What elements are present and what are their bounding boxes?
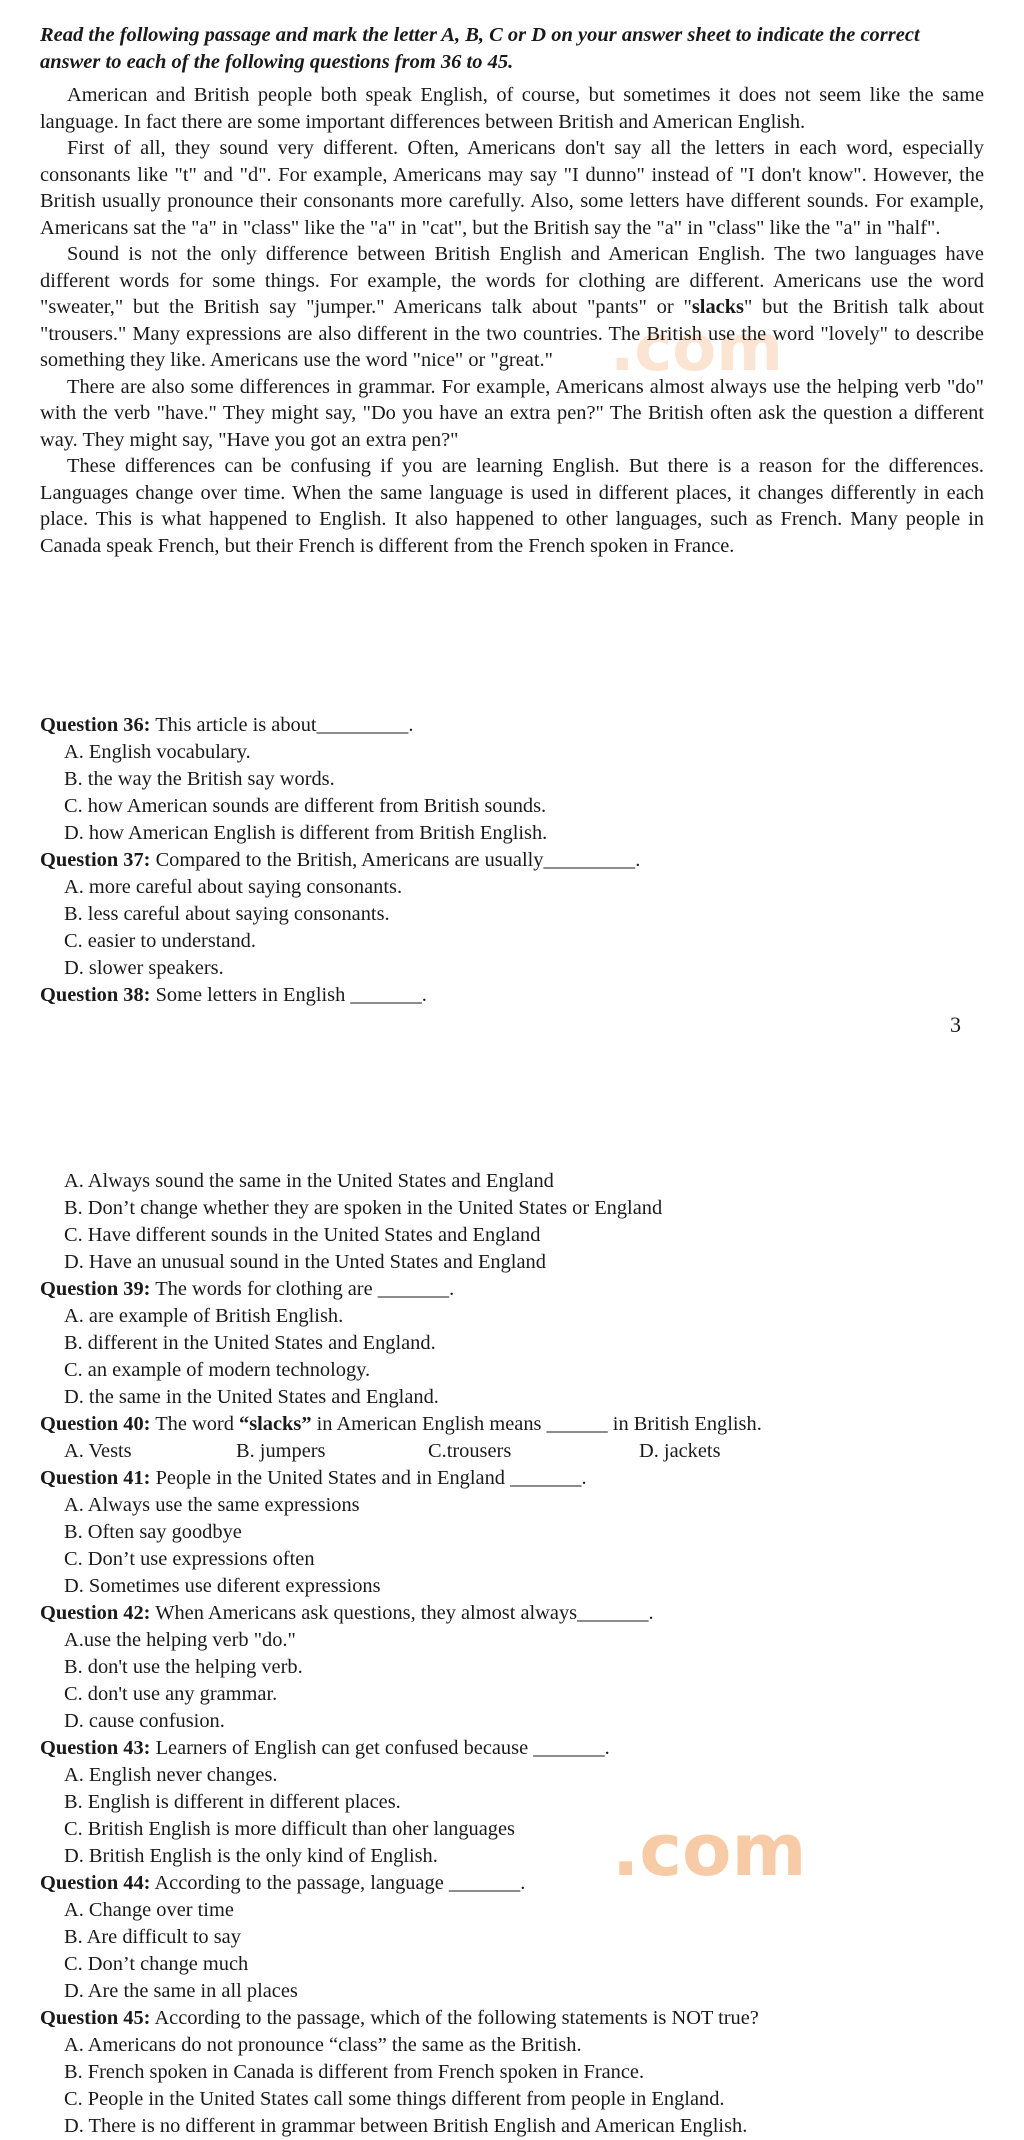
question-41 (40, 1465, 984, 1600)
question-37 (40, 847, 984, 982)
passage-paragraph-5: These differences can be confusing if you are learning English. But there is a reason for the differences. Languages change over time. When the same language is used in different places, it changes differently in each place. This is what happened to English. It also happened to other languages, such as French. Many people in Canada speak French, but their French is different from the French spoken in France. (40, 455, 984, 557)
option-a[interactable]: A. English vocabulary. (64, 741, 251, 763)
option-d[interactable]: D. There is no different in grammar between British English and American English. (64, 2115, 748, 2137)
question-number: Question 40: (40, 1413, 151, 1435)
option-a[interactable]: A. English never changes. (64, 1764, 278, 1786)
option-c[interactable]: C. an example of modern technology. (64, 1359, 371, 1381)
question-stem: The words for clothing are _______. (155, 1278, 455, 1300)
option-a[interactable]: A.use the helping verb "do." (64, 1629, 296, 1651)
question-45 (40, 2005, 984, 2140)
passage-paragraph-2: First of all, they sound very different. Often, Americans don't say all the letters in each word, especially consonants like "t" and "d". For example, Americans may say "I dunno" instead of "I don't know". However, the British usually pronounce their consonants more carefully. Also, some letters have different sounds. For example, Americans sat the "a" in "class" like the "a" in "cat", but the British say the "a" in "class" like the "a" in "half". (40, 137, 984, 239)
option-d[interactable]: D. Sometimes use diferent expressions (64, 1575, 381, 1597)
question-stem-keyword: “slacks” (239, 1413, 312, 1435)
option-a[interactable]: A. Always use the same expressions (64, 1494, 360, 1516)
option-c[interactable]: C.trousers (428, 1440, 512, 1462)
option-d[interactable]: D. the same in the United States and England. (64, 1386, 439, 1408)
option-a[interactable]: A. more careful about saying consonants. (64, 876, 403, 898)
option-b[interactable]: B. English is different in different places. (64, 1791, 401, 1813)
question-stem: Learners of English can get confused because _______. (155, 1737, 610, 1759)
option-b[interactable]: B. jumpers (236, 1440, 326, 1462)
passage-paragraph-1: American and British people both speak English, of course, but sometimes it does not seem like the same language. In fact there are some important differences between British and American English. (40, 84, 984, 133)
option-b[interactable]: B. Don’t change whether they are spoken in the United States or England (64, 1197, 663, 1219)
question-stem: People in the United States and in England _______. (155, 1467, 587, 1489)
question-stem-post: in American English means ______ in British English. (311, 1413, 762, 1435)
watermark-top: .com (610, 312, 783, 386)
question-number: Question 42: (40, 1602, 151, 1624)
option-d[interactable]: D. jackets (639, 1440, 721, 1462)
question-stem: Some letters in English _______. (155, 984, 427, 1006)
option-d[interactable]: D. Have an unusual sound in the Unted States and England (64, 1251, 546, 1273)
question-stem: When Americans ask questions, they almost always_______. (155, 1602, 654, 1624)
option-d[interactable]: D. Are the same in all places (64, 1980, 298, 2002)
watermark-bottom: .com (612, 1808, 807, 1892)
option-a[interactable]: A. are example of British English. (64, 1305, 344, 1327)
question-number: Question 45: (40, 2007, 151, 2029)
question-stem: According to the passage, language _______. (154, 1872, 526, 1894)
option-d[interactable]: D. cause confusion. (64, 1710, 225, 1732)
option-a[interactable]: A. Americans do not pronounce “class” the same as the British. (64, 2034, 582, 2056)
option-a[interactable]: A. Change over time (64, 1899, 234, 1921)
option-a[interactable]: A. Always sound the same in the United States and England (64, 1170, 554, 1192)
question-stem-pre: The word (155, 1413, 240, 1435)
option-d[interactable]: D. British English is the only kind of English. (64, 1845, 438, 1867)
question-44 (40, 1870, 984, 2005)
option-b[interactable]: B. different in the United States and England. (64, 1332, 436, 1354)
option-c[interactable]: C. easier to understand. (64, 930, 256, 952)
option-c[interactable]: C. Have different sounds in the United States and England (64, 1224, 541, 1246)
option-a[interactable]: A. Vests (64, 1440, 132, 1462)
option-b[interactable]: B. less careful about saying consonants. (64, 903, 390, 925)
option-c[interactable]: C. Don’t use expressions often (64, 1548, 315, 1570)
question-number: Question 37: (40, 849, 151, 871)
question-number: Question 44: (40, 1872, 151, 1894)
question-39 (40, 1276, 984, 1411)
option-b[interactable]: B. the way the British say words. (64, 768, 335, 790)
option-b[interactable]: B. Are difficult to say (64, 1926, 241, 1948)
question-stem: According to the passage, which of the following statements is NOT true? (154, 2007, 759, 2029)
question-43 (40, 1735, 984, 1870)
option-c[interactable]: C. how American sounds are different from British sounds. (64, 795, 547, 817)
question-38-stem (40, 982, 984, 1009)
option-d[interactable]: D. slower speakers. (64, 957, 224, 979)
question-number: Question 43: (40, 1737, 151, 1759)
question-36 (40, 712, 984, 847)
question-number: Question 38: (40, 984, 151, 1006)
question-number: Question 41: (40, 1467, 151, 1489)
passage-paragraph-4: There are also some differences in grammar. For example, Americans almost always use the helping verb "do" with the verb "have." They might say, "Do you have an extra pen?" The British often ask the question a different way. They might say, "Have you got an extra pen?" (40, 375, 984, 451)
option-d[interactable]: D. how American English is different from British English. (64, 822, 548, 844)
page-number: 3 (950, 1012, 961, 1037)
option-c[interactable]: C. British English is more difficult than oher languages (64, 1818, 515, 1840)
option-c[interactable]: C. Don’t change much (64, 1953, 249, 1975)
question-42 (40, 1600, 984, 1735)
question-40 (40, 1411, 984, 1465)
option-c[interactable]: C. don't use any grammar. (64, 1683, 278, 1705)
question-38-options (40, 1168, 984, 1276)
option-b[interactable]: B. French spoken in Canada is different from French spoken in France. (64, 2061, 645, 2083)
question-stem: This article is about_________. (155, 714, 414, 736)
reading-passage (40, 82, 984, 559)
option-b[interactable]: B. Often say goodbye (64, 1521, 242, 1543)
question-number: Question 39: (40, 1278, 151, 1300)
option-b[interactable]: B. don't use the helping verb. (64, 1656, 303, 1678)
question-stem: Compared to the British, Americans are usually_________. (155, 849, 641, 871)
question-number: Question 36: (40, 714, 151, 736)
passage-paragraph-3: Sound is not the only difference between British English and American English. The two languages have different words for some things. For example, the words for clothing are different. Americans use the word "sweater," but the British say "jumper." Americans talk about "pants" or "slacks" but the British talk about "trousers." Many expressions are also different in the two countries. The British use the word "lovely" to describe something they like. Americans use the word "nice" or "great." (40, 243, 984, 371)
options-row (40, 1438, 984, 1465)
option-c[interactable]: C. People in the United States call some things different from people in England. (64, 2088, 725, 2110)
instructions: Read the following passage and mark the letter A, B, C or D on your answer sheet to indicate the correct answer to each of the following questions from 36 to 45. (40, 24, 920, 73)
